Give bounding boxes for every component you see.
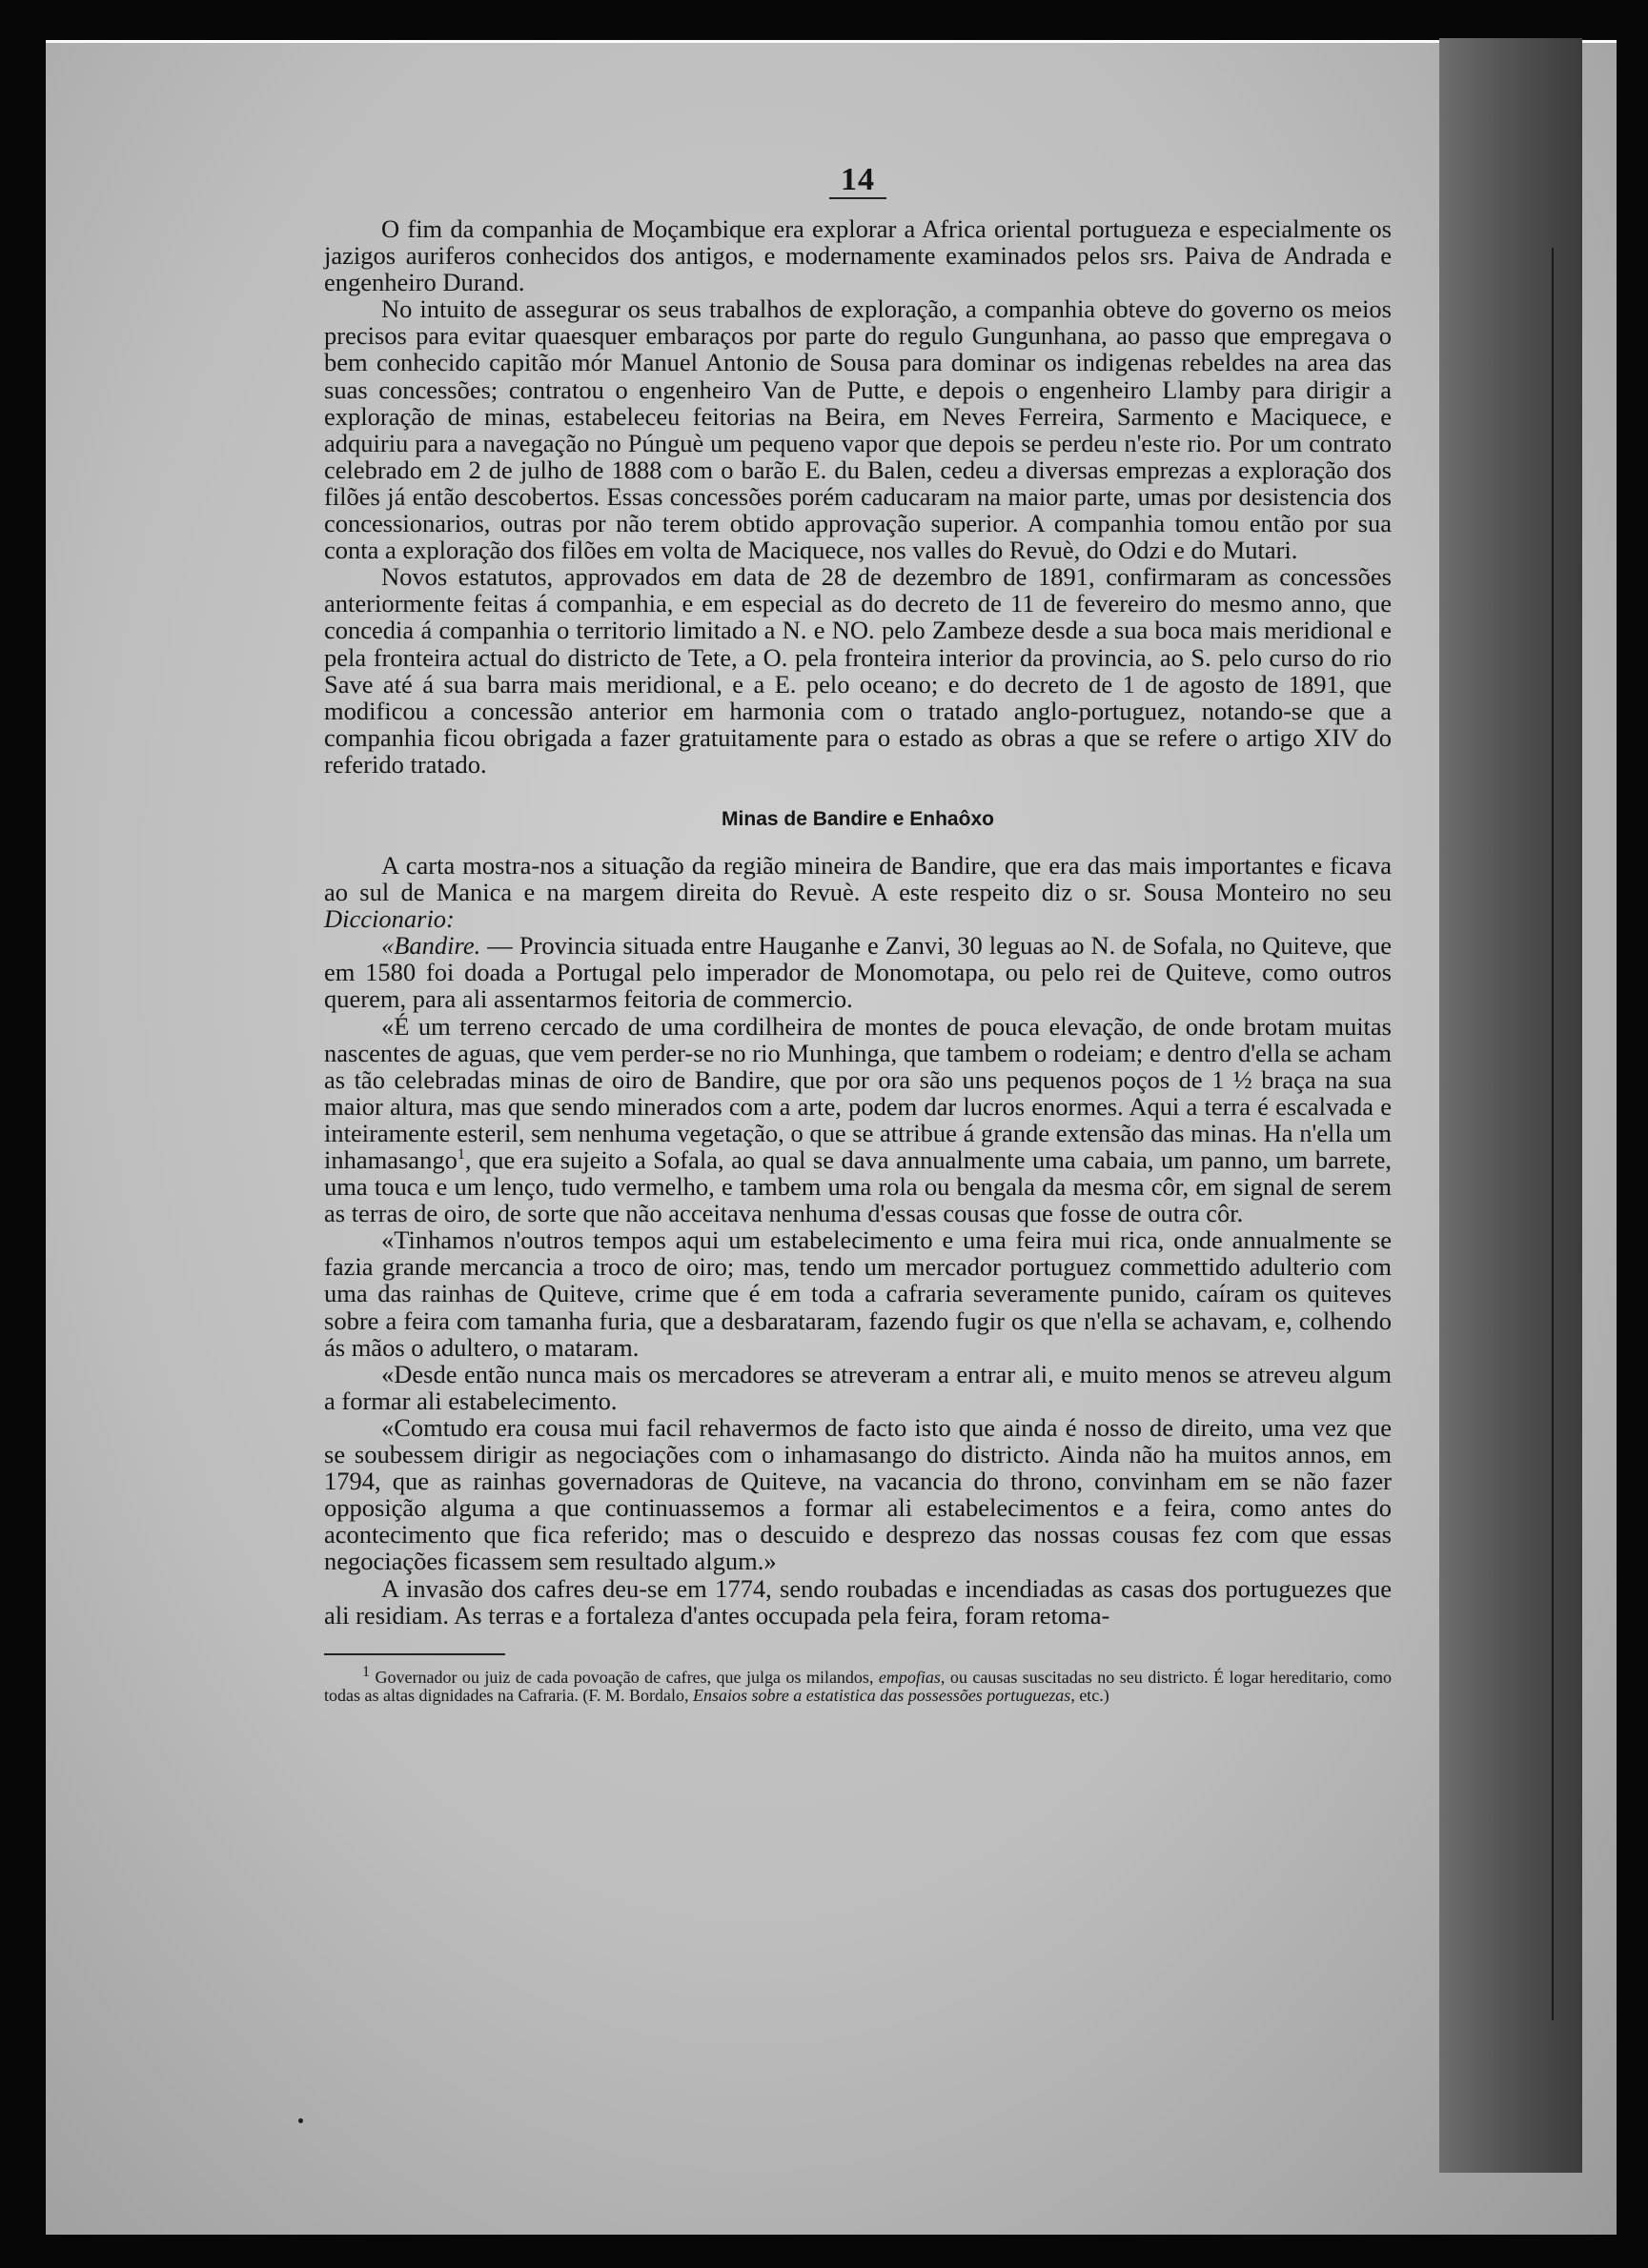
footnote-text-b: , ou causas suscitadas no seu districto. É logar hereditario, como todas as altas dignidades na Cafraria. (F. M. Bordalo, (324, 1667, 1392, 1705)
section-intro (324, 852, 1392, 932)
quote-paragraph-1 (324, 932, 1392, 1012)
section-title: Minas de Bandire e Enhaôxo (722, 807, 994, 830)
quote-2-text-a: «É um terreno cercado de uma cordilheira de montes de pouca elevação, de onde brotam muitas nascentes de aguas, que vem perder-se no rio Munhinga, que tambem o rodeiam; e dentro d'ella se acham as tão celebradas minas de oiro de Bandire, que por ora são uns pequenos poços de 1 ½ braça na sua maior altura, mas que sendo minerados com a arte, podem dar lucros enormes. Aqui a terra é escalvada e inteiramente esteril, sem nenhuma vegetação, o que se attribue á grande extensão das minas. Ha n'ella um inhamasango (324, 1011, 1392, 1174)
footnote-text-c: , etc.) (1070, 1685, 1109, 1705)
footnote-marker: 1 (362, 1663, 370, 1680)
section-intro-text: A carta mostra-nos a situação da região mineira de Bandire, que era das mais importantes e ficava ao sul de Manica e na margem direita do Revuè. A este respeito diz o sr. Sousa Monteiro no seu (324, 850, 1392, 907)
quote-paragraph-4: «Desde então nunca mais os mercadores se atreveram a entrar ali, e muito menos se atreveu algum a formar ali estabelecimento. (324, 1359, 1392, 1415)
quote-term: «Bandire. (381, 931, 481, 961)
footnote-text-a: Governador ou juiz de cada povoação de cafres, que julga os milandos, (370, 1667, 879, 1687)
footnote-work: Ensaios sobre a estatistica das possessões portuguezas (692, 1685, 1071, 1705)
quote-1-text: — Provincia situada entre Hauganhe e Zanvi, 30 leguas ao N. de Sofala, no Quiteve, que em 1580 foi doada a Portugal pelo imperador de Monomotapa, ou pelo rei de Quiteve, como outros querem, para ali assentarmos feitoria de commercio. (324, 931, 1392, 1014)
paragraph-1: O fim da companhia de Moçambique era explorar a Africa oriental portugueza e especialmente os jazigos auriferos conhecidos dos antigos, e modernamente examinados pelos srs. Paiva de Andrada e engenheiro Durand. (324, 214, 1392, 297)
quote-2-text-b: , que era sujeito a Sofala, ao qual se dava annualmente uma cabaia, um panno, um barrete, uma touca e um lenço, tudo vermelho, e tambem uma rola ou bengala da mesma côr, em signal de serem as terras de oiro, de sorte que não acceitava nenhuma d'essas cousas que fosse de outra côr. (324, 1145, 1392, 1228)
quote-paragraph-2 (324, 1013, 1392, 1227)
footnote (324, 1663, 1392, 1705)
ink-speck (298, 2118, 303, 2123)
quote-paragraph-5: «Comtudo era cousa mui facil rehavermos de facto isto que ainda é nosso de direito, uma vez que se soubessem dirigir as negociações com o inhamasango do districto. Ainda não ha muitos annos, em 1794, que as rainhas governadoras de Quiteve, na vacancia do throno, convinham em se não fazer opposição alguma a que continuassemos a formar ali estabelecimentos e a feira, como antes do acontecimento que fica referido; mas o descuido e desprezo das nossas cousas fez com que essas negociações ficassem sem resultado algum.» (324, 1412, 1392, 1576)
paragraph-2: No intuito de assegurar os seus trabalhos de exploração, a companhia obteve do governo os meios precisos para evitar quaesquer embaraços por parte do regulo Gungunhana, ao passo que empregava o bem conhecido capitão mór Manuel Antonio de Sousa para dominar os indigenas rebeldes na area das suas concessões; contratou o engenheiro Van de Putte, e depois o engenheiro Llamby para dirigir a exploração de minas, estabeleceu feitorias na Beira, em Neves Ferreira, Sarmento e Maciquece, e adquiriu para a navegação no Púnguè um pequeno vapor que depois se perdeu n'este rio. Por um contrato celebrado em 2 de julho de 1888 com o barão E. du Balen, cedeu a diversas emprezas a exploração dos filões já então descobertos. Essas concessões porém caducaram na maior parte, umas por desistencia dos concessionarios, outras por não terem obtido approvação superior. A companhia tomou então por sua conta a exploração dos filões em volta de Maciquece, nos valles do Revuè, do Odzi e do Mutari. (324, 294, 1392, 565)
footnote-reference: 1 (457, 1146, 465, 1164)
footnote-term: empofias (878, 1667, 941, 1687)
quote-paragraph-3: «Tinhamos n'outros tempos aqui um estabelecimento e uma feira mui rica, onde annualmente se fazia grande mercancia a troco de oiro; mas, tendo um mercador portuguez commettido adulterio com uma das rainhas de Quiteve, crime que é em toda a cafraria severamente punido, caíram os quiteves sobre a feira com tamanha furia, que a desbarataram, fazendo fugir os que n'ella se achavam, e, colhendo ás mãos o adultero, o mataram. (324, 1225, 1392, 1362)
margin-rule (1552, 248, 1554, 2020)
section-intro-work: Diccionario: (324, 904, 455, 934)
page-number (324, 162, 1392, 198)
page-number-value: 14 (829, 162, 886, 199)
page-text (324, 162, 1392, 1705)
paragraph-3: Novos estatutos, approvados em data de 28 de dezembro de 1891, confirmaram as concessões anteriormente feitas á companhia, e em especial as do decreto de 11 de fevereiro do mesmo anno, que concedia á companhia o territorio limitado a N. e NO. pelo Zambeze desde a sua boca mais meridional e pela fronteira actual do districto de Tete, a O. pela fronteira interior da provincia, ao S. pelo curso do rio Save até á sua barra mais meridional, e a E. pelo oceano; e do decreto de 1 de agosto de 1891, que modificou a concessão anterior em harmonia com o tratado anglo-portuguez, notando-se que a companhia ficou obrigada a fazer gratuitamente para o estado as obras a que se refere o artigo XIV do referido tratado. (324, 562, 1392, 779)
binding-margin-strip (1439, 38, 1582, 2173)
last-paragraph: A invasão dos cafres deu-se em 1774, sendo roubadas e incendiadas as casas dos portuguezes que ali residiam. As terras e a fortaleza d'antes occupada pela feira, foram retoma- (324, 1573, 1392, 1630)
footnote-divider (324, 1653, 505, 1655)
